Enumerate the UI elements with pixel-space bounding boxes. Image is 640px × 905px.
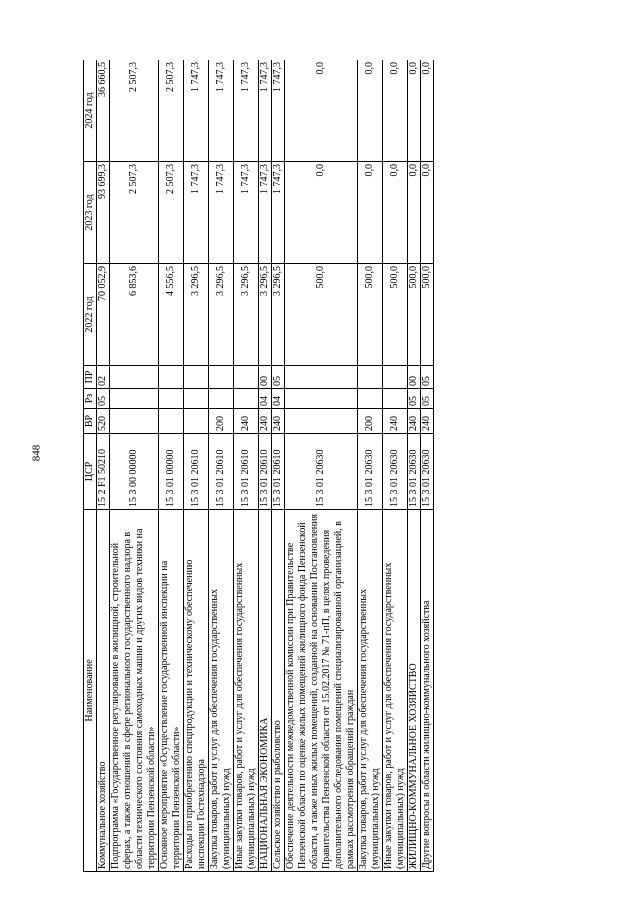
cell-rz	[184, 389, 209, 409]
cell-vr: 240	[408, 409, 421, 434]
cell-pr: 05	[272, 366, 285, 389]
cell-name: Обеспечение деятельности межведомственной комиссии при Правительстве Пензенской области по оценке жилых помещений жилищного фонда Пензенской области, а также иных жилых помещений, созданной на основании Постановления Правительства Пензенской области от 15.02.2017 № 71-пП, в целях проведения дополнительного обследования помещений специализированной организацией, в рамках рассмотрения обращений граждан	[285, 510, 358, 872]
table-row	[259, 60, 272, 872]
table-row	[97, 60, 110, 872]
cell-pr	[159, 366, 184, 389]
table-row	[184, 60, 209, 872]
header-2023: 2023 год	[84, 162, 97, 264]
cell-2024: 1 747,3	[272, 60, 285, 162]
cell-2022: 3 296,5	[272, 264, 285, 366]
cell-2022: 500,0	[285, 264, 358, 366]
header-csr: ЦСР	[84, 434, 97, 510]
cell-2022: 3 296,5	[184, 264, 209, 366]
cell-2022: 3 296,5	[259, 264, 272, 366]
cell-rz	[209, 389, 234, 409]
cell-2023: 2 507,3	[110, 162, 159, 264]
cell-vr: 520	[97, 409, 110, 434]
cell-rz	[159, 389, 184, 409]
table-row	[421, 60, 434, 872]
cell-2022: 500,0	[358, 264, 383, 366]
budget-table	[83, 60, 434, 872]
cell-2024: 1 747,3	[209, 60, 234, 162]
cell-2023: 2 507,3	[159, 162, 184, 264]
cell-2024: 0,0	[408, 60, 421, 162]
rotated-table-frame	[83, 60, 557, 872]
cell-2024: 0,0	[421, 60, 434, 162]
cell-2023: 1 747,3	[234, 162, 259, 264]
cell-rz	[358, 389, 383, 409]
header-pr: ПР	[84, 366, 97, 389]
cell-rz	[110, 389, 159, 409]
page-number-text: 848	[30, 444, 42, 461]
cell-csr: 15 3 01 20630	[285, 434, 358, 510]
cell-2023: 1 747,3	[259, 162, 272, 264]
cell-name: Закупка товаров, работ и услуг для обеспечения государственных (муниципальных) нужд	[358, 510, 383, 872]
cell-2023: 0,0	[421, 162, 434, 264]
cell-name: Закупка товаров, работ и услуг для обеспечения государственных (муниципальных) нужд	[209, 510, 234, 872]
cell-name: Другие вопросы в области жилищно-коммунального хозяйства	[421, 510, 434, 872]
cell-csr: 15 3 01 20610	[272, 434, 285, 510]
table-body	[97, 60, 434, 872]
cell-rz: 04	[272, 389, 285, 409]
cell-name: Подпрограмма «Государственное регулирование в жилищной, строительной сферах, а также отношений в сфере регионального государственного надзора в области технического состояния самоходных машин и других видов техники на территории Пензенской области»	[110, 510, 159, 872]
cell-2022: 3 296,5	[234, 264, 259, 366]
cell-rz	[383, 389, 408, 409]
cell-csr: 15 3 01 20610	[209, 434, 234, 510]
table-row	[408, 60, 421, 872]
cell-name: ЖИЛИЩНО-КОММУНАЛЬНОЕ ХОЗЯЙСТВО	[408, 510, 421, 872]
cell-vr: 200	[209, 409, 234, 434]
cell-csr: 15 3 01 20610	[234, 434, 259, 510]
cell-csr: 15 3 01 20610	[259, 434, 272, 510]
table-header-row	[84, 60, 97, 872]
cell-vr: 240	[272, 409, 285, 434]
cell-pr	[110, 366, 159, 389]
cell-2024: 1 747,3	[259, 60, 272, 162]
header-rz: Рз	[84, 389, 97, 409]
header-name: Наименование	[84, 510, 97, 872]
cell-csr: 15 3 01 00000	[159, 434, 184, 510]
cell-2023: 93 699,3	[97, 162, 110, 264]
cell-pr	[209, 366, 234, 389]
cell-vr	[159, 409, 184, 434]
cell-pr	[358, 366, 383, 389]
cell-2023: 1 747,3	[209, 162, 234, 264]
header-2022: 2022 год	[84, 264, 97, 366]
cell-vr: 240	[259, 409, 272, 434]
cell-2022: 4 556,5	[159, 264, 184, 366]
table-row	[272, 60, 285, 872]
cell-2024: 2 507,3	[159, 60, 184, 162]
cell-name: НАЦИОНАЛЬНАЯ ЭКОНОМИКА	[259, 510, 272, 872]
cell-name: Основное мероприятие «Осуществление государственной инспекции на территории Пензенской области»	[159, 510, 184, 872]
cell-csr: 15 3 00 00000	[110, 434, 159, 510]
cell-rz	[285, 389, 358, 409]
cell-2024: 0,0	[285, 60, 358, 162]
cell-2023: 1 747,3	[184, 162, 209, 264]
cell-pr: 05	[421, 366, 434, 389]
cell-name: Расходы по приобретению спецпродукции и техническому обеспечению инспекции Гостехнадзора	[184, 510, 209, 872]
cell-vr	[184, 409, 209, 434]
cell-pr: 02	[97, 366, 110, 389]
cell-2023: 0,0	[383, 162, 408, 264]
cell-pr	[383, 366, 408, 389]
page-number	[26, 0, 46, 905]
cell-2023: 0,0	[358, 162, 383, 264]
cell-csr: 15 3 01 20610	[184, 434, 209, 510]
cell-2023: 0,0	[285, 162, 358, 264]
cell-rz	[234, 389, 259, 409]
table-row	[285, 60, 358, 872]
cell-2022: 500,0	[408, 264, 421, 366]
cell-vr: 240	[421, 409, 434, 434]
budget-table-container	[83, 60, 557, 872]
cell-pr	[285, 366, 358, 389]
cell-2024: 2 507,3	[110, 60, 159, 162]
cell-2022: 500,0	[421, 264, 434, 366]
cell-csr: 15 3 01 20630	[408, 434, 421, 510]
cell-vr: 200	[358, 409, 383, 434]
cell-2023: 0,0	[408, 162, 421, 264]
cell-rz: 05	[408, 389, 421, 409]
cell-csr: 15 3 01 20630	[358, 434, 383, 510]
cell-2023: 1 747,3	[272, 162, 285, 264]
cell-2022: 6 853,6	[110, 264, 159, 366]
cell-name: Сельское хозяйство и рыболовство	[272, 510, 285, 872]
cell-csr: 15 3 01 20630	[383, 434, 408, 510]
cell-rz: 05	[97, 389, 110, 409]
cell-name: Иные закупки товаров, работ и услуг для обеспечения государственных (муниципальных) нужд	[234, 510, 259, 872]
cell-csr: 15 3 01 20630	[421, 434, 434, 510]
cell-rz: 05	[421, 389, 434, 409]
cell-name: Иные закупки товаров, работ и услуг для обеспечения государственных (муниципальных) нужд	[383, 510, 408, 872]
cell-vr	[285, 409, 358, 434]
cell-2024: 1 747,3	[184, 60, 209, 162]
cell-2022: 70 052,9	[97, 264, 110, 366]
cell-vr: 240	[234, 409, 259, 434]
cell-vr: 240	[383, 409, 408, 434]
cell-2022: 3 296,5	[209, 264, 234, 366]
header-vr: ВР	[84, 409, 97, 434]
table-row	[110, 60, 159, 872]
cell-pr: 00	[408, 366, 421, 389]
table-row	[358, 60, 383, 872]
table-row	[159, 60, 184, 872]
cell-2024: 1 747,3	[234, 60, 259, 162]
cell-pr	[234, 366, 259, 389]
cell-pr	[184, 366, 209, 389]
table-row	[383, 60, 408, 872]
cell-2024: 0,0	[358, 60, 383, 162]
cell-2022: 500,0	[383, 264, 408, 366]
cell-vr	[110, 409, 159, 434]
header-2024: 2024 год	[84, 60, 97, 162]
cell-name: Коммунальное хозяйство	[97, 510, 110, 872]
cell-rz: 04	[259, 389, 272, 409]
cell-2024: 0,0	[383, 60, 408, 162]
cell-2024: 36 660,5	[97, 60, 110, 162]
table-row	[209, 60, 234, 872]
cell-csr: 15 2 F1 50210	[97, 434, 110, 510]
table-row	[234, 60, 259, 872]
cell-pr: 00	[259, 366, 272, 389]
